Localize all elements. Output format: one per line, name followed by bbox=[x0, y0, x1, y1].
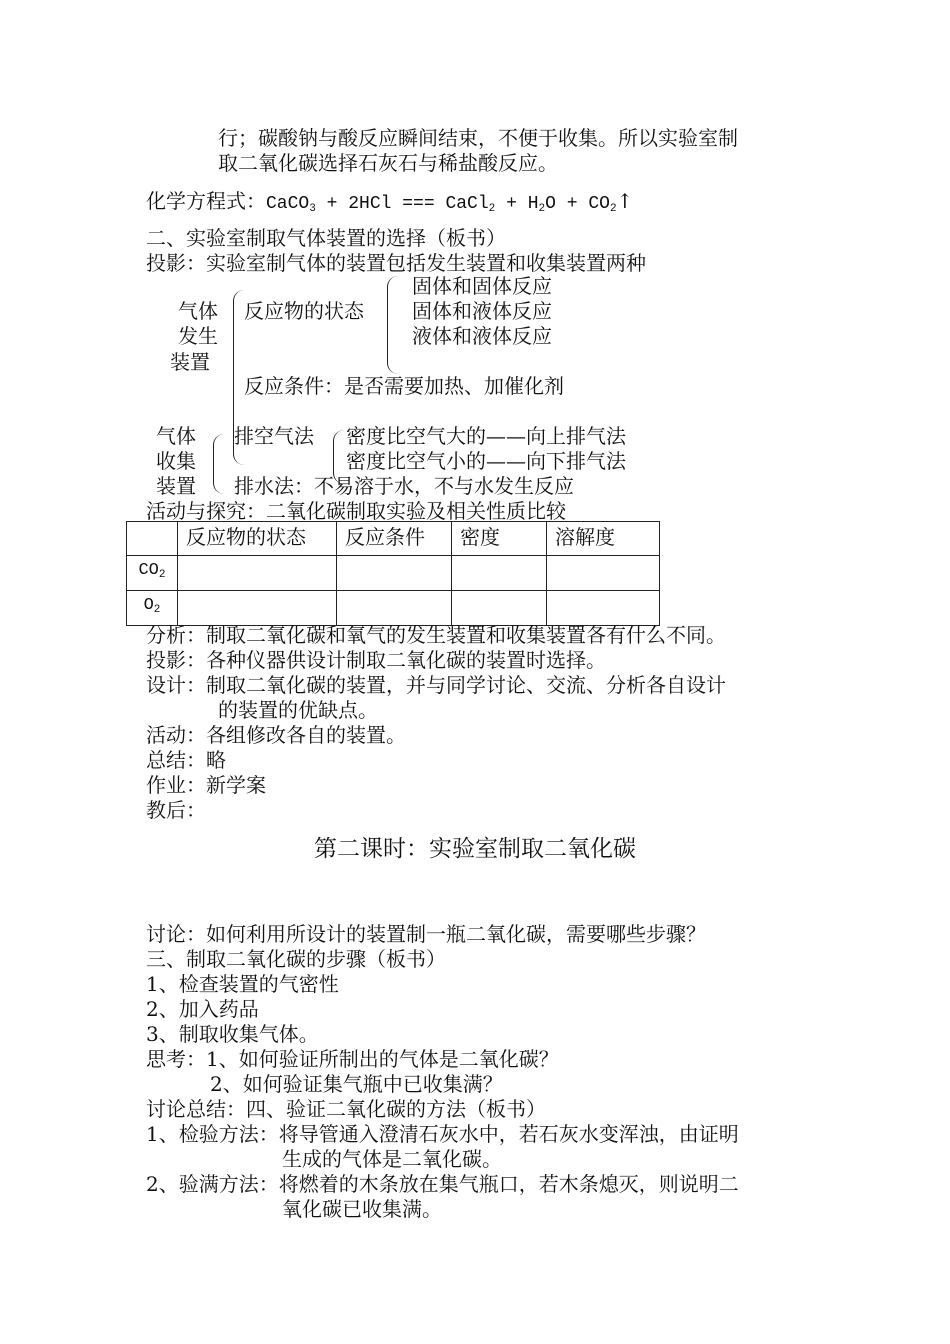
comparison-table bbox=[126, 521, 660, 626]
table-cell bbox=[178, 556, 337, 591]
text-line: 分析：制取二氧化碳和氧气的发生装置和收集装置各有什么不同。 bbox=[146, 623, 726, 647]
text-line: 活动：各组修改各自的装置。 bbox=[146, 723, 406, 747]
table-header: 反应条件 bbox=[337, 522, 452, 556]
text-line: 行；碳酸钠与酸反应瞬间结束，不便于收集。所以实验室制 bbox=[218, 126, 738, 150]
text-line: 讨论：如何利用所设计的装置制一瓶二氧化碳，需要哪些步骤？ bbox=[146, 922, 706, 946]
diagram-label: 固体和固体反应 bbox=[412, 274, 552, 298]
table-cell bbox=[547, 591, 660, 626]
table-header: 反应物的状态 bbox=[178, 522, 337, 556]
brace-icon bbox=[213, 434, 224, 494]
table-row bbox=[127, 556, 660, 591]
text-line: 投影：各种仪器供设计制取二氧化碳的装置时选择。 bbox=[146, 648, 606, 672]
section-heading: 二、实验室制取气体装置的选择（板书） bbox=[146, 226, 506, 250]
list-item: 2、验满方法：将燃着的木条放在集气瓶口，若木条熄灭，则说明二 bbox=[146, 1172, 739, 1196]
text-line: 总结：略 bbox=[146, 748, 226, 772]
diagram-label: 气体 bbox=[178, 299, 218, 323]
table-row bbox=[127, 591, 660, 626]
list-item: 1、检查装置的气密性 bbox=[146, 972, 339, 996]
diagram-label: 发生 bbox=[178, 324, 218, 348]
text-line: 氧化碳已收集满。 bbox=[282, 1197, 442, 1221]
diagram-label: 密度比空气小的——向下排气法 bbox=[346, 449, 626, 473]
text-line: 教后： bbox=[146, 798, 206, 822]
table-cell bbox=[452, 556, 547, 591]
section-heading: 讨论总结：四、验证二氧化碳的方法（板书） bbox=[146, 1097, 546, 1121]
table-header: 溶解度 bbox=[547, 522, 660, 556]
list-item: 2、加入药品 bbox=[146, 997, 259, 1021]
list-item: 3、制取收集气体。 bbox=[146, 1022, 319, 1046]
text-line: 取二氧化碳选择石灰石与稀盐酸反应。 bbox=[218, 151, 558, 175]
diagram-label: 密度比空气大的——向上排气法 bbox=[346, 424, 626, 448]
table-row-label: $CO_2$ bbox=[127, 556, 178, 591]
lesson-title: 第二课时：实验室制取二氧化碳 bbox=[314, 836, 636, 862]
table-cell bbox=[127, 522, 178, 556]
table-cell bbox=[337, 556, 452, 591]
diagram-label: 反应物的状态 bbox=[244, 299, 364, 323]
table-header: 密度 bbox=[452, 522, 547, 556]
section-heading: 三、制取二氧化碳的步骤（板书） bbox=[146, 947, 446, 971]
diagram-label: 排空气法 bbox=[234, 424, 314, 448]
chemical-equation: 化学方程式：CaCO$_3$ + 2HCl === CaCl$_2$ + $H_2O$ + $CO_2↑$ bbox=[146, 189, 634, 215]
diagram-label: 装置 bbox=[170, 350, 210, 374]
table-cell bbox=[337, 591, 452, 626]
diagram-label: 气体 bbox=[156, 424, 196, 448]
text-line: 投影：实验室制气体的装置包括发生装置和收集装置两种 bbox=[146, 251, 646, 275]
text-line: 的装置的优缺点。 bbox=[218, 698, 378, 722]
table-cell bbox=[452, 591, 547, 626]
text-line: 设计：制取二氧化碳的装置，并与同学讨论、交流、分析各自设计 bbox=[146, 673, 726, 697]
diagram-label: 排水法：不易溶于水，不与水发生反应 bbox=[234, 474, 574, 498]
table-cell bbox=[178, 591, 337, 626]
list-item: 1、检验方法：将导管通入澄清石灰水中，若石灰水变浑浊，由证明 bbox=[146, 1122, 739, 1146]
text-line: 活动与探究：二氧化碳制取实验及相关性质比较 bbox=[146, 499, 566, 523]
diagram-label: 固体和液体反应 bbox=[412, 299, 552, 323]
text-line: 作业：新学案 bbox=[146, 773, 266, 797]
brace-icon bbox=[387, 276, 398, 374]
table-row-label: $O_2$ bbox=[127, 591, 178, 626]
table-row bbox=[127, 522, 660, 556]
diagram-label: 装置 bbox=[156, 474, 196, 498]
diagram-label: 收集 bbox=[156, 449, 196, 473]
table-cell bbox=[547, 556, 660, 591]
diagram-label: 液体和液体反应 bbox=[412, 324, 552, 348]
text-line: 2、如何验证集气瓶中已收集满？ bbox=[210, 1072, 503, 1096]
arrow-up-icon: ↑ bbox=[616, 189, 634, 213]
text-line: 思考：1、如何验证所制出的气体是二氧化碳？ bbox=[146, 1047, 559, 1071]
diagram-label: 反应条件：是否需要加热、加催化剂 bbox=[244, 374, 564, 398]
text-line: 生成的气体是二氧化碳。 bbox=[282, 1147, 502, 1171]
